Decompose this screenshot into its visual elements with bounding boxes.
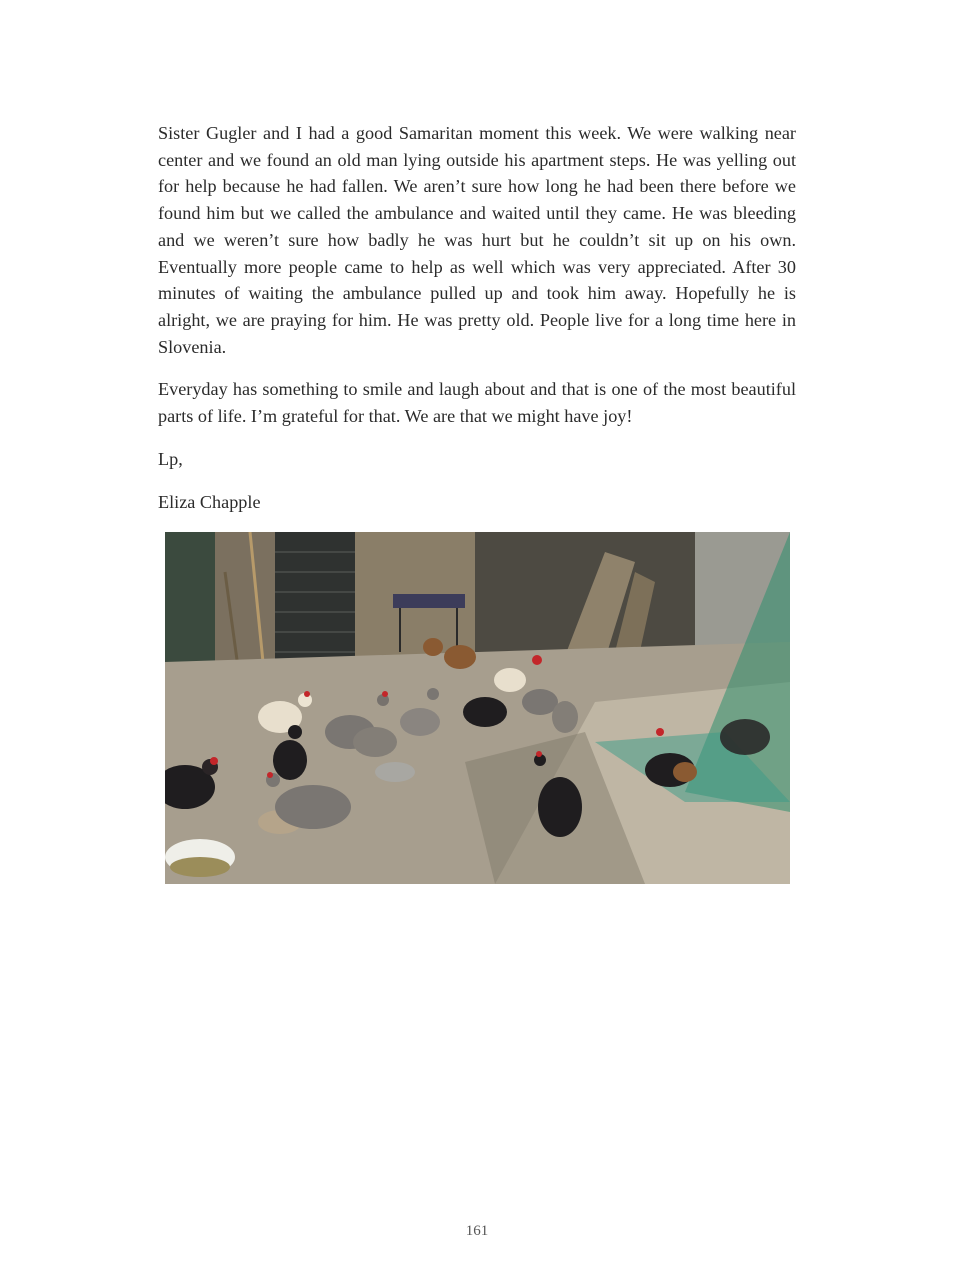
- body-text: [158, 120, 796, 533]
- closing: Lp,: [158, 448, 183, 469]
- chickens-photo-illustration: [165, 532, 790, 884]
- page-number: 161: [465, 1223, 489, 1239]
- signature: Eliza Chapple: [158, 492, 261, 513]
- chickens-photo: [165, 532, 790, 884]
- paragraph-samaritan: Sister Gugler and I had a good Samaritan moment this week. We were walking near center and we found an old man lying outside his apartment steps. He was yelling out for help because he had fallen. We aren’t sure how long he had been there before we found him but we called the ambulance and waited until they came. He was bleeding and we weren’t sure how badly he was hurt but he couldn’t sit up on his own. Eventually more people came to help as well which was very appreciated. After 30 minutes of waiting the ambulance pulled up and took him away. Hopefully he is alright, we are praying for him. He was pretty old. People live for a long time here in Slovenia.: [158, 123, 796, 357]
- paragraph-joy: Everyday has something to smile and laugh about and that is one of the most beautiful parts of life. I’m grateful for that. We are that we might have joy!: [158, 379, 796, 427]
